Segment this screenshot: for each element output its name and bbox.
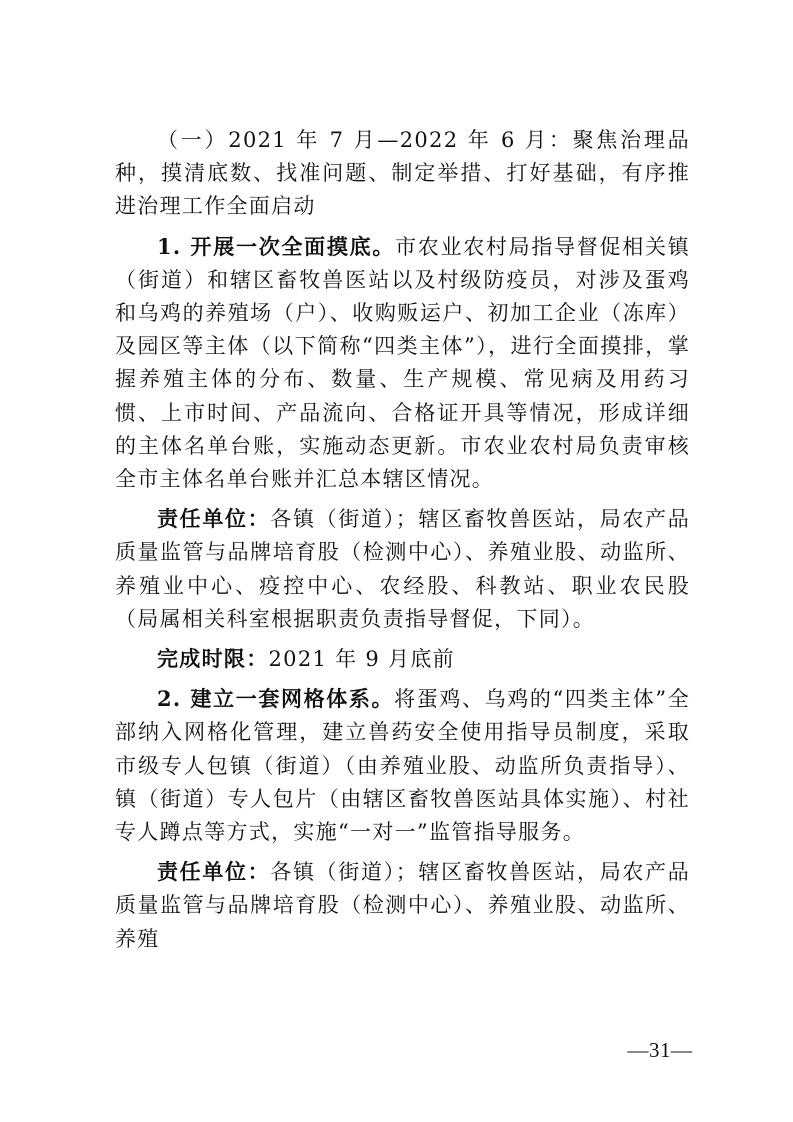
item-1-body: 市农业农村局指导督促相关镇（街道）和辖区畜牧兽医站以及村级防疫员，对涉及蛋鸡和乌鸡的养殖场（户）、收购贩运户、初加工企业（冻库）及园区等主体（以下简称“四类主体”），进行全面摸排，掌握养殖主体的分布、数量、生产规模、常见病及用药习惯、上市时间、产品流向、合格证开具等情况，形成详细的主体名单台账，实施动态更新。市农业农村局负责审核全市主体名单台账并汇总本辖区情况。: [115, 234, 690, 492]
page-number: —31—: [627, 1038, 693, 1062]
item-1-deadline: [115, 642, 690, 676]
item-2-title: 2. 建立一套网格体系。: [157, 686, 395, 712]
item-1-deadline-label: 完成时限：: [157, 646, 269, 672]
document-page: [115, 124, 690, 956]
item-1-responsibility-text: 各镇（街道）；辖区畜牧兽医站，局农产品质量监管与品牌培育股（检测中心）、养殖业股、动监所、养殖业中心、疫控中心、农经股、科教站、职业农民股（局属相关科室根据职责负责指导督促，下同）。: [115, 507, 691, 631]
item-1-title: 1. 开展一次全面摸底。: [157, 233, 396, 259]
item-2-responsibility: [115, 855, 690, 956]
item-2-body: 将蛋鸡、乌鸡的“四类主体”全部纳入网格化管理，建立兽药安全使用指导员制度，采取市级专人包镇（街道）（由养殖业股、动监所负责指导）、镇（街道）专人包片（由辖区畜牧兽医站具体实施）、村社专人蹲点等方式，实施“一对一”监管指导服务。: [115, 687, 690, 845]
item-1-paragraph: [115, 230, 690, 497]
item-1-deadline-text: 2021 年 9 月底前: [268, 647, 455, 672]
item-2-responsibility-label: 责任单位：: [157, 859, 271, 885]
item-1-responsibility-label: 责任单位：: [157, 506, 271, 532]
item-2-paragraph: [115, 682, 690, 849]
item-1-responsibility: [115, 502, 690, 636]
item-2-responsibility-text: 各镇（街道）；辖区畜牧兽医站，局农产品质量监管与品牌培育股（检测中心）、养殖业股、动监所、养殖: [115, 860, 691, 951]
section-heading: （一）2021 年 7 月—2022 年 6 月：聚焦治理品种，摸清底数、找准问题、制定举措、打好基础，有序推进治理工作全面启动: [115, 128, 690, 219]
